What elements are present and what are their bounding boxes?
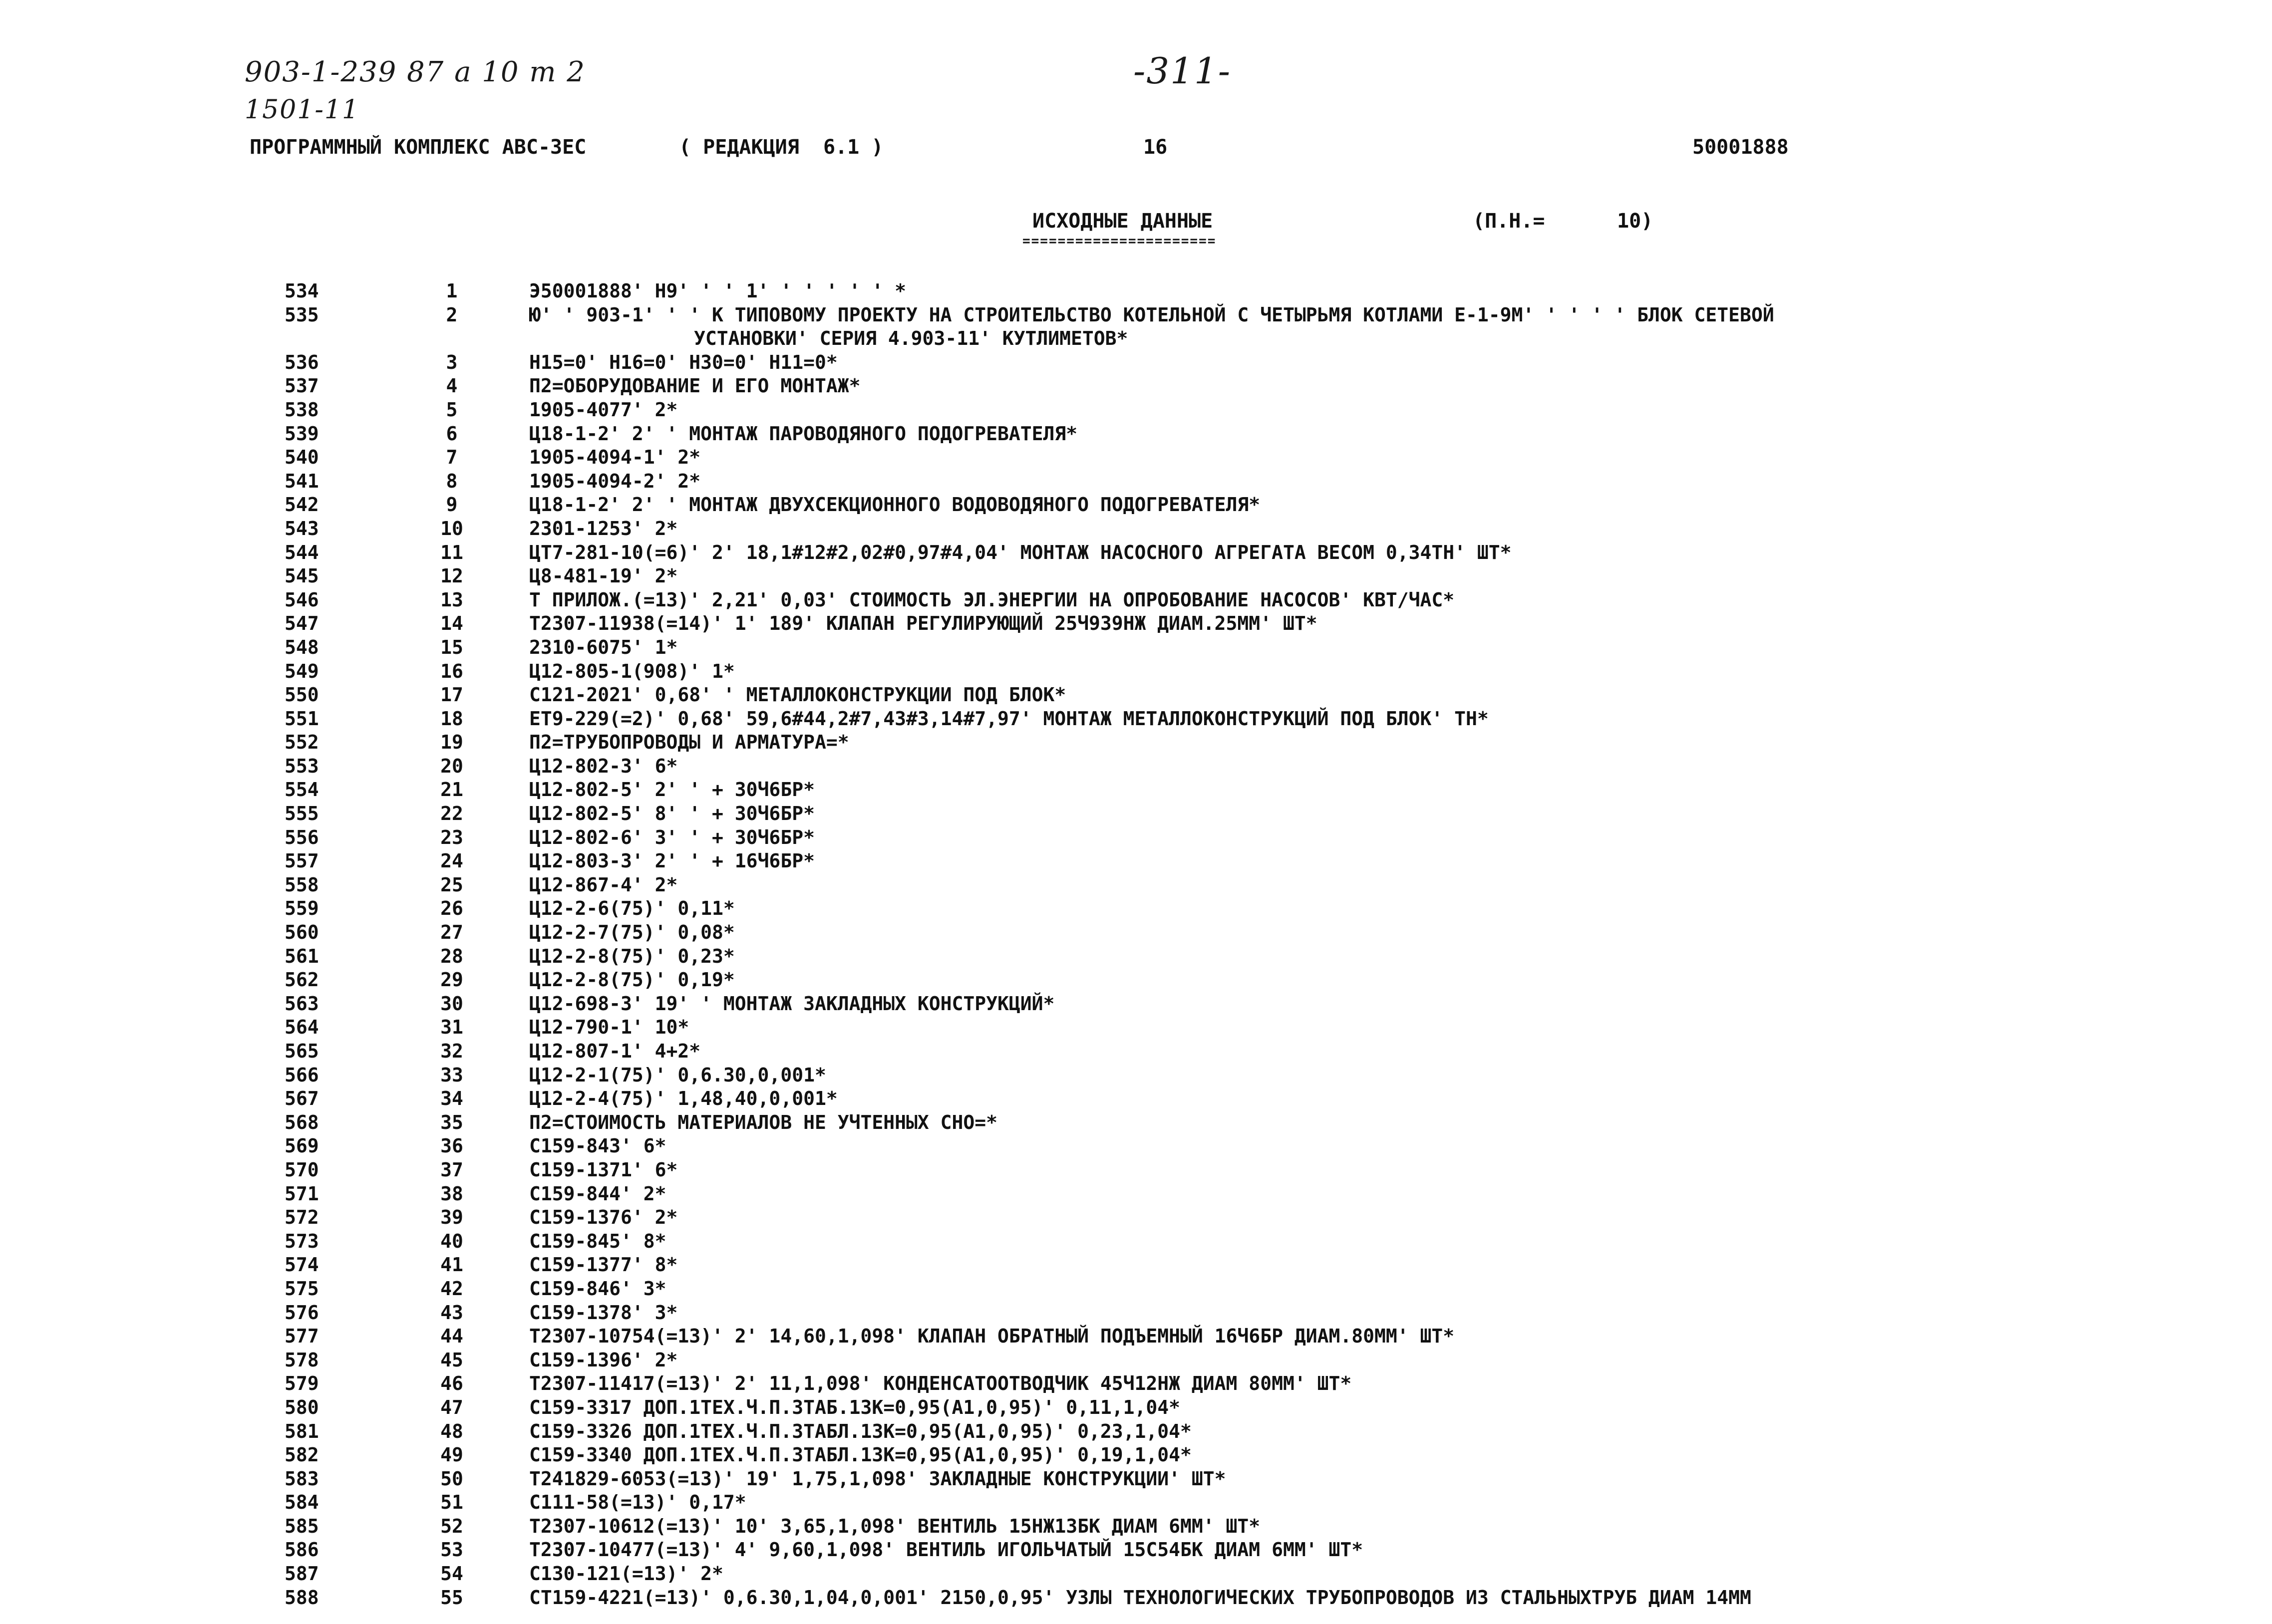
sequence-number: 44	[440, 1325, 463, 1348]
record-text: 2301-1253' 2*	[529, 517, 678, 540]
listing-row	[285, 1064, 2082, 1087]
record-text: С159-846' 3*	[529, 1277, 666, 1300]
record-text: Ц12-2-1(75)' 0,6.30,0,001*	[529, 1064, 826, 1086]
record-number: 574	[285, 1254, 319, 1276]
record-text: П2=СТОИМОСТЬ МАТЕРИАЛОВ НЕ УЧТЕННЫХ СНО=*	[529, 1111, 997, 1133]
record-text: Ц18-1-2' 2' ' МОНТАЖ ПАРОВОДЯНОГО ПОДОГРЕВАТЕЛЯ*	[529, 422, 1078, 445]
record-number: 562	[285, 969, 319, 991]
record-number: 570	[285, 1158, 319, 1181]
section-parameter: (П.Н.= 10)	[1473, 210, 1653, 233]
record-text: Ц12-803-3' 2' ' + 16Ч6БР*	[529, 850, 815, 872]
record-number: 551	[285, 707, 319, 730]
listing-row	[285, 1158, 2082, 1182]
listing-row	[285, 1396, 2082, 1420]
record-text: Э50001888' Н9' ' ' 1' ' ' ' ' ' *	[529, 280, 906, 302]
listing-row	[285, 1420, 2082, 1444]
record-text: С159-3340 ДОП.1ТЕХ.Ч.П.3ТАБЛ.13К=0,95(А1,0,95)' 0,19,1,04*	[529, 1444, 1192, 1466]
sequence-number: 3	[446, 351, 458, 373]
document-code: 50001888	[1692, 136, 1789, 159]
record-text: Ц12-802-5' 8' ' + 30Ч6БР*	[529, 803, 815, 825]
record-text: С159-843' 6*	[529, 1135, 666, 1157]
listing-row	[285, 897, 2082, 921]
record-number: 540	[285, 446, 319, 469]
sequence-number: 18	[440, 707, 463, 730]
record-text: Ц12-790-1' 10*	[529, 1016, 689, 1039]
record-number: 566	[285, 1064, 319, 1086]
sequence-number: 38	[440, 1182, 463, 1205]
record-number: 538	[285, 398, 319, 421]
listing-row	[285, 636, 2082, 660]
record-text: С159-1376' 2*	[529, 1206, 678, 1229]
sequence-number: 34	[440, 1087, 463, 1110]
record-number: 537	[285, 375, 319, 397]
record-number: 541	[285, 470, 319, 492]
listing-row	[285, 1040, 2082, 1064]
record-text: П2=ОБОРУДОВАНИЕ И ЕГО МОНТАЖ*	[529, 375, 861, 397]
sequence-number: 28	[440, 945, 463, 967]
record-text: С159-1377' 8*	[529, 1254, 678, 1276]
record-text: УСТАНОВКИ' СЕРИЯ 4.903-11' КУТЛИМЕТОВ*	[694, 327, 1128, 350]
record-number: 564	[285, 1016, 319, 1039]
record-number: 573	[285, 1230, 319, 1252]
listing-row	[285, 826, 2082, 850]
listing-row	[285, 1491, 2082, 1515]
listing-row	[285, 564, 2082, 588]
listing-row	[285, 1372, 2082, 1396]
record-text: Н15=0' Н16=0' Н30=0' Н11=0*	[529, 351, 838, 373]
record-number: 578	[285, 1349, 319, 1371]
sequence-number: 20	[440, 755, 463, 777]
listing-row	[285, 351, 2082, 375]
sequence-number: 25	[440, 873, 463, 896]
listing-row	[285, 873, 2082, 897]
record-text: С159-1371' 6*	[529, 1158, 678, 1181]
sequence-number: 48	[440, 1420, 463, 1442]
sequence-number: 1	[446, 280, 458, 302]
listing-row	[285, 731, 2082, 755]
listing-row	[285, 588, 2082, 612]
sequence-number: 15	[440, 636, 463, 658]
record-number: 546	[285, 588, 319, 611]
sequence-number: 31	[440, 1016, 463, 1039]
record-number: 582	[285, 1444, 319, 1466]
record-number: 585	[285, 1515, 319, 1537]
record-number: 581	[285, 1420, 319, 1442]
listing-row-continuation	[285, 327, 2082, 351]
record-text: Ц12-807-1' 4+2*	[529, 1040, 701, 1062]
record-number: 561	[285, 945, 319, 967]
listing-row	[285, 1586, 2082, 1610]
listing-row	[285, 374, 2082, 398]
listing-row	[285, 683, 2082, 707]
record-text: Ц8-481-19' 2*	[529, 565, 678, 587]
listing-row	[285, 1206, 2082, 1230]
listing-row	[285, 303, 2082, 327]
record-number: 565	[285, 1040, 319, 1062]
record-number: 558	[285, 873, 319, 896]
record-text: Ц12-2-8(75)' 0,23*	[529, 945, 735, 967]
listing-row	[285, 1538, 2082, 1562]
record-number: 572	[285, 1206, 319, 1229]
sequence-number: 30	[440, 992, 463, 1015]
record-number: 587	[285, 1563, 319, 1585]
sequence-number: 37	[440, 1158, 463, 1181]
listing-row	[285, 1467, 2082, 1491]
sequence-number: 21	[440, 779, 463, 801]
record-text: С159-844' 2*	[529, 1182, 666, 1205]
sequence-number: 33	[440, 1064, 463, 1086]
record-number: 568	[285, 1111, 319, 1133]
record-number: 548	[285, 636, 319, 658]
record-number: 543	[285, 517, 319, 540]
listing-row	[285, 422, 2082, 446]
record-text: Т2307-10754(=13)' 2' 14,60,1,098' КЛАПАН ОБРАТНЫЙ ПОДЪЕМНЫЙ 16Ч6БР ДИАМ.80ММ' ШТ*	[529, 1325, 1455, 1348]
record-number: 534	[285, 280, 319, 302]
record-text: ЕТ9-229(=2)' 0,68' 59,6#44,2#7,43#3,14#7,97' МОНТАЖ МЕТАЛЛОКОНСТРУКЦИЙ ПОД БЛОК' ТН*	[529, 707, 1489, 730]
listing-row	[285, 1182, 2082, 1206]
listing-row	[285, 968, 2082, 992]
record-text: 1905-4077' 2*	[529, 398, 678, 421]
listing-row	[285, 446, 2082, 470]
sequence-number: 26	[440, 897, 463, 920]
record-number: 575	[285, 1277, 319, 1300]
sequence-number: 4	[446, 375, 458, 397]
sequence-number: 32	[440, 1040, 463, 1062]
record-text: С111-58(=13)' 0,17*	[529, 1491, 746, 1514]
record-text: П2=ТРУБОПРОВОДЫ И АРМАТУРА=*	[529, 731, 849, 754]
sequence-number: 49	[440, 1444, 463, 1466]
edition-label: ( РЕДАКЦИЯ 6.1 )	[679, 136, 884, 159]
listing-row	[285, 1301, 2082, 1325]
record-number: 577	[285, 1325, 319, 1348]
record-text: Ц12-2-6(75)' 0,11*	[529, 897, 735, 920]
sequence-number: 42	[440, 1277, 463, 1300]
record-text: Ц12-2-8(75)' 0,19*	[529, 969, 735, 991]
listing-row	[285, 755, 2082, 779]
record-text: С159-3326 ДОП.1ТЕХ.Ч.П.3ТАБЛ.13К=0,95(А1,0,95)' 0,23,1,04*	[529, 1420, 1192, 1442]
record-text: Т241829-6053(=13)' 19' 1,75,1,098' ЗАКЛАДНЫЕ КОНСТРУКЦИИ' ШТ*	[529, 1467, 1226, 1490]
sequence-number: 13	[440, 588, 463, 611]
section-underline: ======================	[1022, 234, 1217, 249]
record-number: 555	[285, 803, 319, 825]
record-text: С159-1378' 3*	[529, 1301, 678, 1324]
record-number: 550	[285, 684, 319, 706]
sequence-number: 39	[440, 1206, 463, 1229]
sequence-number	[374, 327, 529, 351]
sequence-number: 14	[440, 612, 463, 635]
record-text: Ц18-1-2' 2' ' МОНТАЖ ДВУХСЕКЦИОННОГО ВОДОВОДЯНОГО ПОДОГРЕВАТЕЛЯ*	[529, 494, 1261, 516]
record-number: 549	[285, 660, 319, 682]
record-number: 586	[285, 1539, 319, 1561]
sheet-number: 16	[1143, 136, 1168, 159]
record-text: Т2307-10612(=13)' 10' 3,65,1,098' ВЕНТИЛЬ 15НЖ13БК ДИАМ 6ММ' ШТ*	[529, 1515, 1261, 1537]
record-number: 583	[285, 1467, 319, 1490]
record-text: Ц12-2-7(75)' 0,08*	[529, 921, 735, 944]
sequence-number: 47	[440, 1396, 463, 1418]
record-text: Ц12-802-3' 6*	[529, 755, 678, 777]
sequence-number: 51	[440, 1491, 463, 1514]
sequence-number: 40	[440, 1230, 463, 1252]
data-listing	[285, 279, 2082, 1610]
sequence-number: 52	[440, 1515, 463, 1537]
listing-row	[285, 1253, 2082, 1277]
listing-row	[285, 945, 2082, 969]
listing-row	[285, 921, 2082, 945]
listing-row	[285, 778, 2082, 802]
record-number: 536	[285, 351, 319, 373]
record-text: С159-3317 ДОП.1ТЕХ.Ч.П.3ТАБ.13К=0,95(А1,0,95)' 0,11,1,04*	[529, 1396, 1181, 1418]
listing-row	[285, 707, 2082, 731]
record-text: Ц12-698-3' 19' ' МОНТАЖ ЗАКЛАДНЫХ КОНСТРУКЦИЙ*	[529, 992, 1055, 1015]
record-text: Ц12-802-6' 3' ' + 30Ч6БР*	[529, 826, 815, 848]
sequence-number: 54	[440, 1563, 463, 1585]
record-number: 544	[285, 541, 319, 563]
record-number: 560	[285, 921, 319, 944]
sequence-number: 5	[446, 398, 458, 421]
listing-row	[285, 660, 2082, 684]
listing-row	[285, 1325, 2082, 1349]
record-number: 588	[285, 1586, 319, 1609]
record-number: 553	[285, 755, 319, 777]
record-text: Т2307-11417(=13)' 2' 11,1,098' КОНДЕНСАТООТВОДЧИК 45Ч12НЖ ДИАМ 80ММ' ШТ*	[529, 1372, 1352, 1395]
sequence-number: 46	[440, 1372, 463, 1395]
sequence-number: 19	[440, 731, 463, 754]
record-text: Т ПРИЛОЖ.(=13)' 2,21' 0,03' СТОИМОСТЬ ЭЛ.ЭНЕРГИИ НА ОПРОБОВАНИЕ НАСОСОВ' КВТ/ЧАС*	[529, 588, 1455, 611]
sequence-number: 7	[446, 446, 458, 469]
listing-row	[285, 517, 2082, 541]
listing-row	[285, 1016, 2082, 1040]
listing-row	[285, 1562, 2082, 1586]
page-number: -311-	[1133, 50, 1232, 92]
record-number: 539	[285, 422, 319, 445]
record-text: 2310-6075' 1*	[529, 636, 678, 658]
record-number: 557	[285, 850, 319, 872]
listing-row	[285, 1134, 2082, 1158]
record-number: 554	[285, 779, 319, 801]
record-number: 552	[285, 731, 319, 754]
sequence-number: 53	[440, 1539, 463, 1561]
record-number: 545	[285, 565, 319, 587]
record-text: 1905-4094-1' 2*	[529, 446, 701, 469]
record-text: С121-2021' 0,68' ' МЕТАЛЛОКОНСТРУКЦИИ ПОД БЛОК*	[529, 684, 1066, 706]
record-number: 584	[285, 1491, 319, 1514]
sequence-number: 24	[440, 850, 463, 872]
record-number: 569	[285, 1135, 319, 1157]
record-text: Т2307-11938(=14)' 1' 189' КЛАПАН РЕГУЛИРУЮЩИЙ 25Ч939НЖ ДИАМ.25ММ' ШТ*	[529, 612, 1317, 635]
record-text: Ц12-867-4' 2*	[529, 873, 678, 896]
sequence-number: 6	[446, 422, 458, 445]
record-text: Ю' ' 903-1' ' ' К ТИПОВОМУ ПРОЕКТУ НА СТРОИТЕЛЬСТВО КОТЕЛЬНОЙ С ЧЕТЫРЬМЯ КОТЛАМИ Е-1-9М' ' ' ' ' БЛОК СЕТЕВОЙ	[529, 303, 1774, 326]
listing-row	[285, 1443, 2082, 1467]
listing-row	[285, 1349, 2082, 1372]
listing-row	[285, 398, 2082, 422]
record-text: С159-1396' 2*	[529, 1349, 678, 1371]
listing-row	[285, 849, 2082, 873]
sequence-number: 8	[446, 470, 458, 492]
listing-row	[285, 493, 2082, 517]
sequence-number: 29	[440, 969, 463, 991]
record-text: ЦТ7-281-10(=6)' 2' 18,1#12#2,02#0,97#4,04' МОНТАЖ НАСОСНОГО АГРЕГАТА ВЕСОМ 0,34ТН' ШТ*	[529, 541, 1512, 563]
record-text: Ц12-2-4(75)' 1,48,40,0,001*	[529, 1087, 838, 1110]
handwritten-reference: 903-1-239 87 а 10 т 2	[245, 56, 586, 88]
record-number: 576	[285, 1301, 319, 1324]
listing-row	[285, 1111, 2082, 1135]
listing-row	[285, 1515, 2082, 1539]
sequence-number: 12	[440, 565, 463, 587]
sequence-number: 45	[440, 1349, 463, 1371]
sequence-number: 50	[440, 1467, 463, 1490]
record-number: 556	[285, 826, 319, 848]
sequence-number: 35	[440, 1111, 463, 1133]
listing-row	[285, 802, 2082, 826]
record-number	[285, 327, 374, 351]
listing-row	[285, 992, 2082, 1016]
record-text: Ц12-805-1(908)' 1*	[529, 660, 735, 682]
sequence-number: 22	[440, 803, 463, 825]
handwritten-reference-2: 1501-11	[245, 95, 360, 125]
sequence-number: 10	[440, 517, 463, 540]
listing-row	[285, 1087, 2082, 1111]
record-text: СТ159-4221(=13)' 0,6.30,1,04,0,001' 2150,0,95' УЗЛЫ ТЕХНОЛОГИЧЕСКИХ ТРУБОПРОВОДОВ ИЗ СТАЛЬНЫХТРУБ ДИАМ 14ММ	[529, 1586, 1751, 1609]
sequence-number: 9	[446, 494, 458, 516]
record-number: 563	[285, 992, 319, 1015]
sequence-number: 43	[440, 1301, 463, 1324]
record-text: С130-121(=13)' 2*	[529, 1563, 723, 1585]
record-number: 580	[285, 1396, 319, 1418]
sequence-number: 17	[440, 684, 463, 706]
record-text: С159-845' 8*	[529, 1230, 666, 1252]
record-number: 542	[285, 494, 319, 516]
listing-row	[285, 279, 2082, 303]
program-name: ПРОГРАММНЫЙ КОМПЛЕКС АВС-3ЕС	[250, 136, 587, 159]
sequence-number: 23	[440, 826, 463, 848]
sequence-number: 11	[440, 541, 463, 563]
listing-row	[285, 541, 2082, 565]
listing-row	[285, 612, 2082, 636]
record-number: 547	[285, 612, 319, 635]
listing-row	[285, 1277, 2082, 1301]
record-number: 535	[285, 303, 319, 326]
record-text: 1905-4094-2' 2*	[529, 470, 701, 492]
listing-row	[285, 1230, 2082, 1254]
sequence-number: 55	[440, 1586, 463, 1609]
section-title: ИСХОДНЫЕ ДАННЫЕ	[1032, 210, 1213, 233]
record-number: 571	[285, 1182, 319, 1205]
sequence-number: 36	[440, 1135, 463, 1157]
record-number: 579	[285, 1372, 319, 1395]
record-text: Ц12-802-5' 2' ' + 30Ч6БР*	[529, 779, 815, 801]
listing-row	[285, 470, 2082, 494]
record-number: 559	[285, 897, 319, 920]
sequence-number: 16	[440, 660, 463, 682]
sequence-number: 2	[446, 303, 458, 326]
record-text: Т2307-10477(=13)' 4' 9,60,1,098' ВЕНТИЛЬ ИГОЛЬЧАТЫЙ 15С54БК ДИАМ 6ММ' ШТ*	[529, 1539, 1363, 1561]
sequence-number: 27	[440, 921, 463, 944]
sequence-number: 41	[440, 1254, 463, 1276]
record-number: 567	[285, 1087, 319, 1110]
